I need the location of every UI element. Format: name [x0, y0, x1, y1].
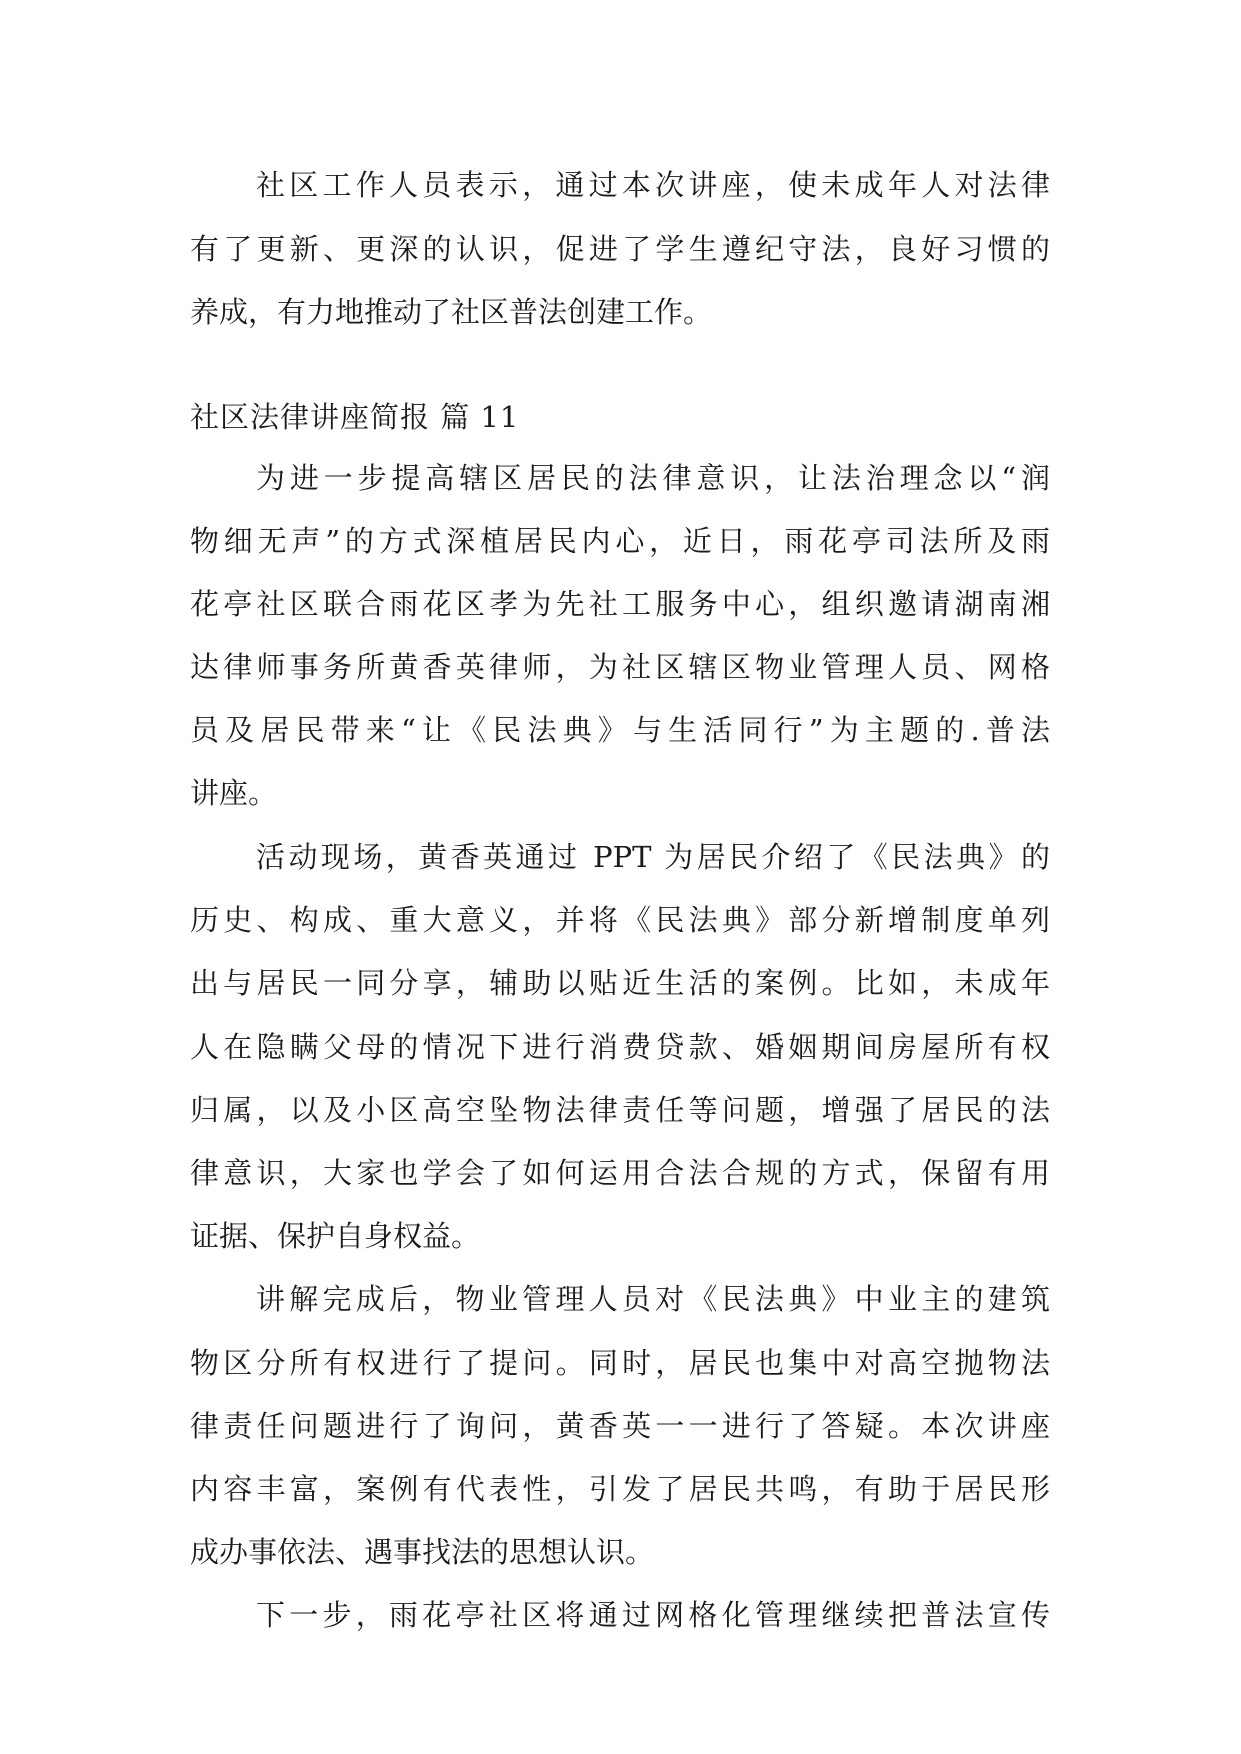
paragraph-line: 内容丰富，案例有代表性，引发了居民共鸣，有助于居民形 — [190, 1472, 1050, 1506]
paragraph-line: 物区分所有权进行了提问。同时，居民也集中对高空抛物法 — [190, 1346, 1050, 1380]
paragraph-line: 下一步，雨花亭社区将通过网格化管理继续把普法宣传 — [256, 1598, 1050, 1632]
paragraph-line: 活动现场，黄香英通过 PPT 为居民介绍了《民法典》的 — [256, 840, 1050, 874]
paragraph-line: 证据、保护自身权益。 — [190, 1219, 481, 1253]
paragraph-line: 出与居民一同分享，辅助以贴近生活的案例。比如，未成年 — [190, 966, 1050, 1000]
paragraph-line: 历史、构成、重大意义，并将《民法典》部分新增制度单列 — [190, 903, 1050, 937]
section-heading: 社区法律讲座简报 篇 11 — [190, 400, 520, 434]
paragraph-line: 为进一步提高辖区居民的法律意识，让法治理念以“润 — [256, 461, 1050, 495]
paragraph-line: 成办事依法、遇事找法的思想认识。 — [190, 1535, 655, 1569]
paragraph-line: 花亭社区联合雨花区孝为先社工服务中心，组织邀请湖南湘 — [190, 587, 1050, 621]
paragraph-line: 养成，有力地推动了社区普法创建工作。 — [190, 295, 713, 329]
paragraph-line: 员及居民带来“让《民法典》与生活同行”为主题的.普法 — [190, 713, 1050, 747]
paragraph-line: 有了更新、更深的认识，促进了学生遵纪守法，良好习惯的 — [190, 232, 1050, 266]
paragraph-line: 达律师事务所黄香英律师，为社区辖区物业管理人员、网格 — [190, 650, 1050, 684]
paragraph-line: 律意识，大家也学会了如何运用合法合规的方式，保留有用 — [190, 1156, 1050, 1190]
paragraph-line: 社区工作人员表示，通过本次讲座，使未成年人对法律 — [256, 168, 1050, 202]
paragraph-line: 讲座。 — [190, 776, 278, 810]
paragraph-line: 人在隐瞒父母的情况下进行消费贷款、婚姻期间房屋所有权 — [190, 1030, 1050, 1064]
paragraph-line: 讲解完成后，物业管理人员对《民法典》中业主的建筑 — [256, 1282, 1050, 1316]
paragraph-line: 律责任问题进行了询问，黄香英一一进行了答疑。本次讲座 — [190, 1409, 1050, 1443]
paragraph-line: 归属，以及小区高空坠物法律责任等问题，增强了居民的法 — [190, 1093, 1050, 1127]
paragraph-line: 物细无声”的方式深植居民内心，近日，雨花亭司法所及雨 — [190, 524, 1050, 558]
